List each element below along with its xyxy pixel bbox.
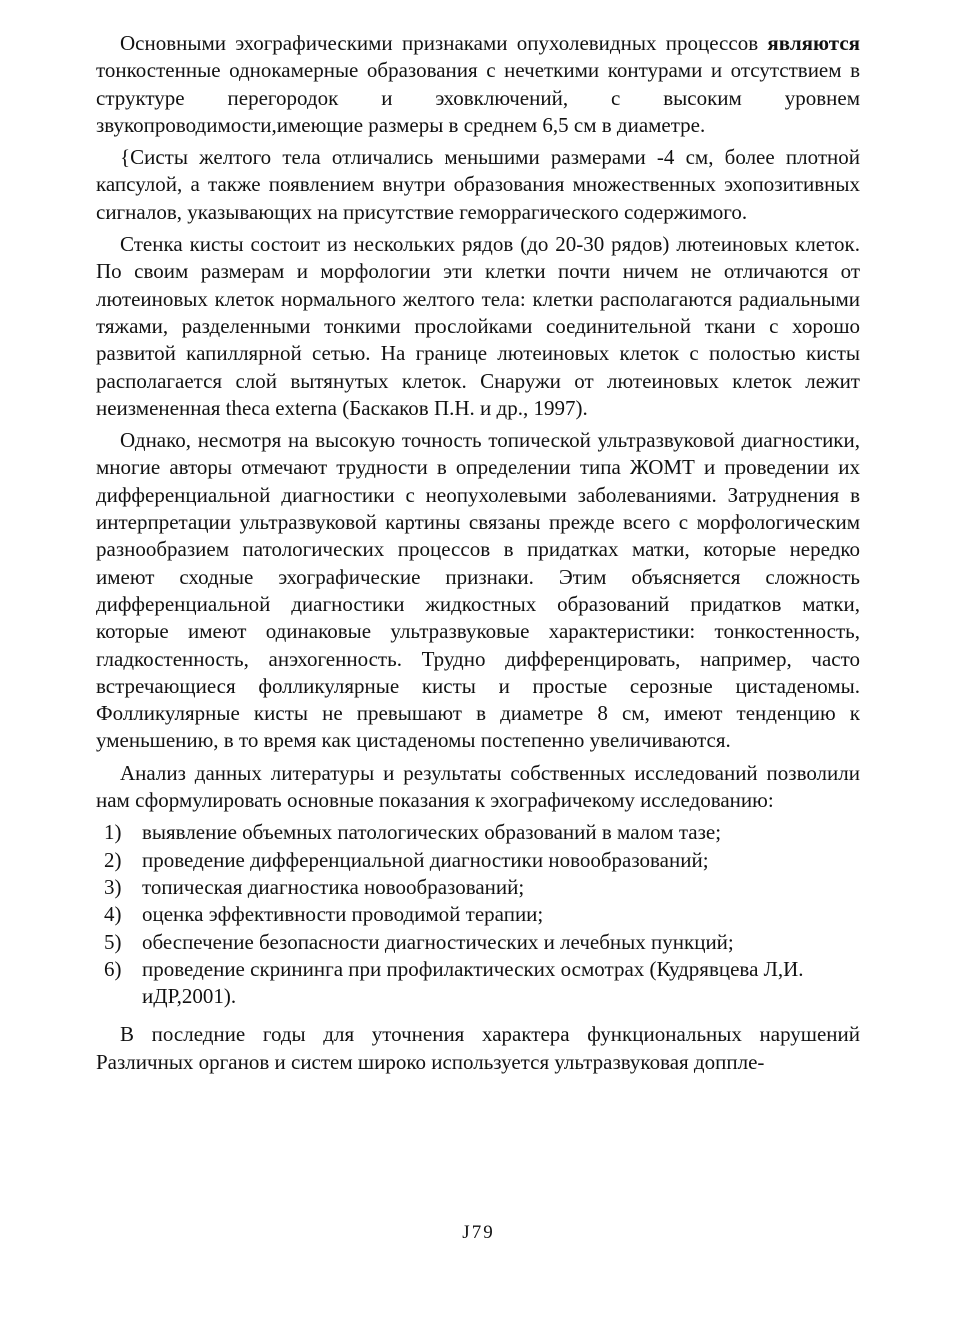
list-item-number: 5) bbox=[104, 929, 122, 954]
paragraph-1-lead: Основными эхографическими признаками опухолевидных процессов bbox=[120, 31, 768, 55]
list-item bbox=[96, 901, 860, 928]
list-item bbox=[96, 874, 860, 901]
list-item-number: 3) bbox=[104, 874, 122, 899]
list-item bbox=[96, 847, 860, 874]
list-item-text: обеспечение безопасности диагностических и лечебных пункций; bbox=[142, 929, 734, 954]
closing-paragraph: В последние годы для уточнения характера функциональных нарушений Различных органов и систем широко используется ультразвуковая допплe- bbox=[96, 1022, 860, 1074]
list-item-text: топическая диагностика новообразований; bbox=[142, 874, 525, 899]
paragraph-4: Однако, несмотря на высокую точность топической ультразвуковой диагностики, многие авторы отмечают трудности в определении типа ЖОМТ и проведении их дифференциальной диагностики с неопухолевыми заболеваниями. Затруднения в интерпретации ультразвуковой картины связаны прежде всего с морфологическим разнообразием патологических процессов в придатках матки, которые нередко имеют сходные эхографические признаки. Этим объясняется сложность дифференциальной диагностики жидкостных образований придатков матки, которые имеют одинаковые ультразвуковые характеристики: тонкостенность, гладкостенность, анэхогенность. Трудно дифференцировать, например, часто встречающиеся фолликулярные кисты и простые серозные цистаденомы. Фолликулярные кисты не превышают в диаметре 8 см, имеют тенденцию к уменьшению, в то время как цистаденомы постепенно увеличиваются. bbox=[96, 428, 860, 753]
list-item-text: оценка эффективности проводимой терапии; bbox=[142, 902, 544, 927]
paragraph-5: Анализ данных литературы и результаты собственных исследований позволили нам сформулировать основные показания к эхографичекому исследованию: bbox=[96, 760, 860, 813]
paragraph-1-rest: тонкостенные однокамерные образования с нечеткими контурами и отсутствием в структуре перегородок и эховключений, с высоким уровнем звукопроводимости,имеющие размеры в среднем 6,5 см в диаметре. bbox=[96, 58, 860, 137]
list-item-number: 6) bbox=[104, 956, 122, 981]
body-text bbox=[96, 30, 860, 1081]
list-item-number: 2) bbox=[104, 847, 122, 872]
indications-list bbox=[96, 819, 860, 1010]
page-number: J79 bbox=[462, 1222, 495, 1243]
list-item-text: проведение дифференциальной диагностики новообразований; bbox=[142, 847, 709, 872]
list-item-text: выявление объемных патологических образований в малом тазе; bbox=[142, 820, 722, 845]
list-item-number: 4) bbox=[104, 902, 122, 927]
list-item-number: 1) bbox=[104, 820, 122, 845]
list-item bbox=[96, 956, 860, 1011]
paragraph-1 bbox=[96, 30, 860, 139]
list-item bbox=[96, 819, 860, 846]
list-item bbox=[96, 929, 860, 956]
paragraph-1-bold-word: являются bbox=[767, 31, 860, 55]
list-item-text: проведение скрининга при профилактических осмотрах (Кудрявцева Л,И. иДР,2001). bbox=[142, 956, 804, 1009]
paragraph-3: Стенка кисты состоит из нескольких рядов (до 20-30 рядов) лютеиновых клеток. По своим размерам и морфологии эти клетки почти ничем не отличаются от лютеиновых клеток нормального желтого тела: клетки располагаются радиальными тяжами, разделенными тонкими прослойками соединительной ткани с хорошо развитой капиллярной сетью. На границе лютеиновых клеток с полостью кисты располагается слой вытянутых клеток. Снаружи от лютеиновых клеток лежит неизмененная theca externa (Баскаков П.Н. и др., 1997). bbox=[96, 232, 860, 420]
paragraph-2: {Систы желтого тела отличались меньшими размерами -4 см, более плотной капсулой, а также появлением внутри образования множественных эхопозитивных сигналов, указывающих на присутствие геморрагического содержимого. bbox=[96, 145, 860, 224]
